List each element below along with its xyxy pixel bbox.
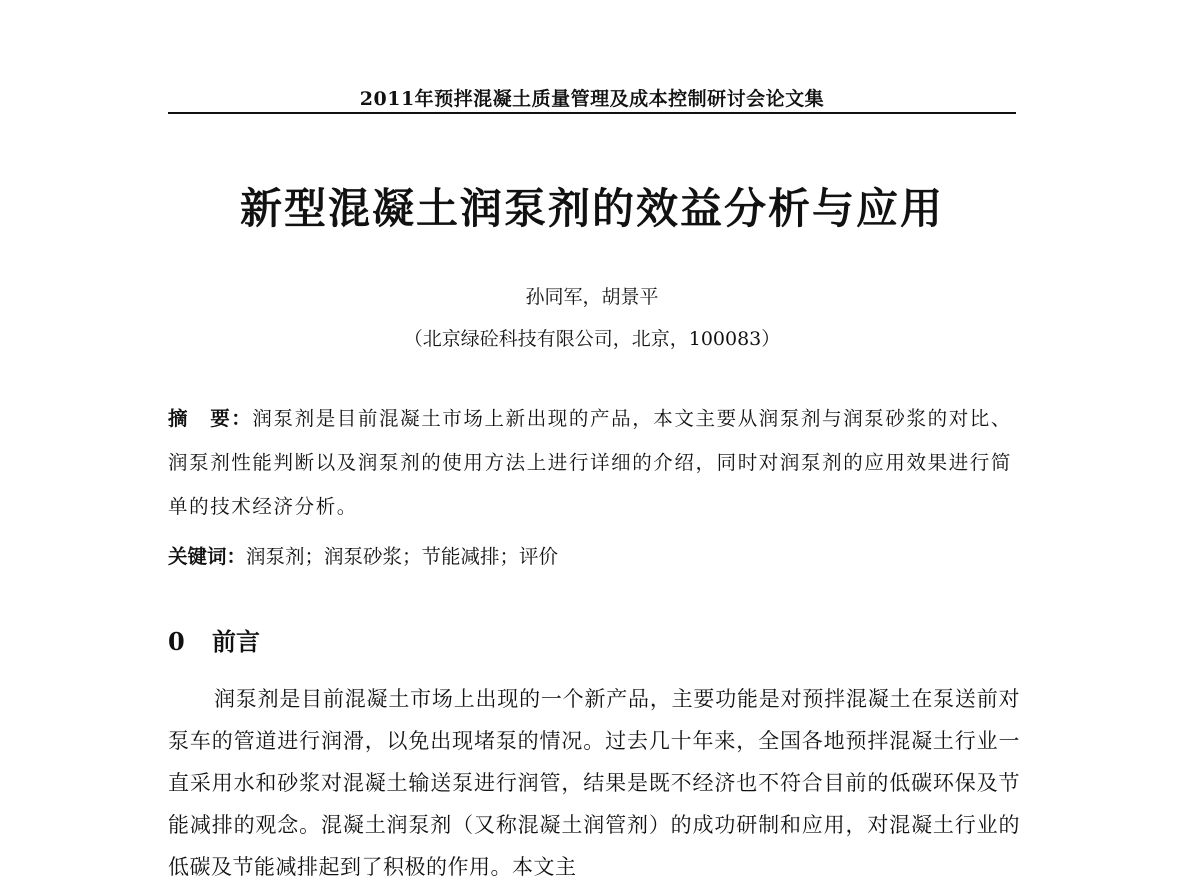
keywords-label: 关键词： — [168, 545, 247, 568]
section-number: 0 — [168, 627, 185, 656]
body-paragraph: 润泵剂是目前混凝土市场上出现的一个新产品，主要功能是对预拌混凝土在泵送前对泵车的管道进行润滑，以免出现堵泵的情况。过去几十年来，全国各地预拌混凝土行业一直采用水和砂浆对混凝土输送泵进行润管，结果是既不经济也不符合目前的低碳环保及节能减排的观念。混凝土润泵剂（又称混凝土润管剂）的成功研制和应用，对混凝土行业的低碳及节能减排起到了积极的作用。本文主 — [168, 687, 1020, 879]
running-header: 2011年预拌混凝土质量管理及成本控制研讨会论文集 — [359, 88, 825, 110]
paper-title: 新型混凝土润泵剂的效益分析与应用 — [239, 184, 944, 233]
keywords-text: 润泵剂；润泵砂浆；节能减排；评价 — [246, 545, 559, 568]
abstract — [168, 397, 1020, 529]
keywords — [168, 539, 1020, 575]
affiliation: （北京绿砼科技有限公司，北京，100083） — [403, 328, 781, 350]
header-rule — [168, 112, 1016, 114]
abstract-label: 摘 要： — [168, 407, 253, 430]
section-heading — [168, 622, 1016, 657]
section-title: 前言 — [212, 628, 260, 656]
authors: 孙同军，胡景平 — [525, 286, 659, 308]
abstract-text: 润泵剂是目前混凝土市场上新出现的产品，本文主要从润泵剂与润泵砂浆的对比、润泵剂性能判断以及润泵剂的使用方法上进行详细的介绍，同时对润泵剂的应用效果进行简单的技术经济分析。 — [168, 407, 1013, 518]
